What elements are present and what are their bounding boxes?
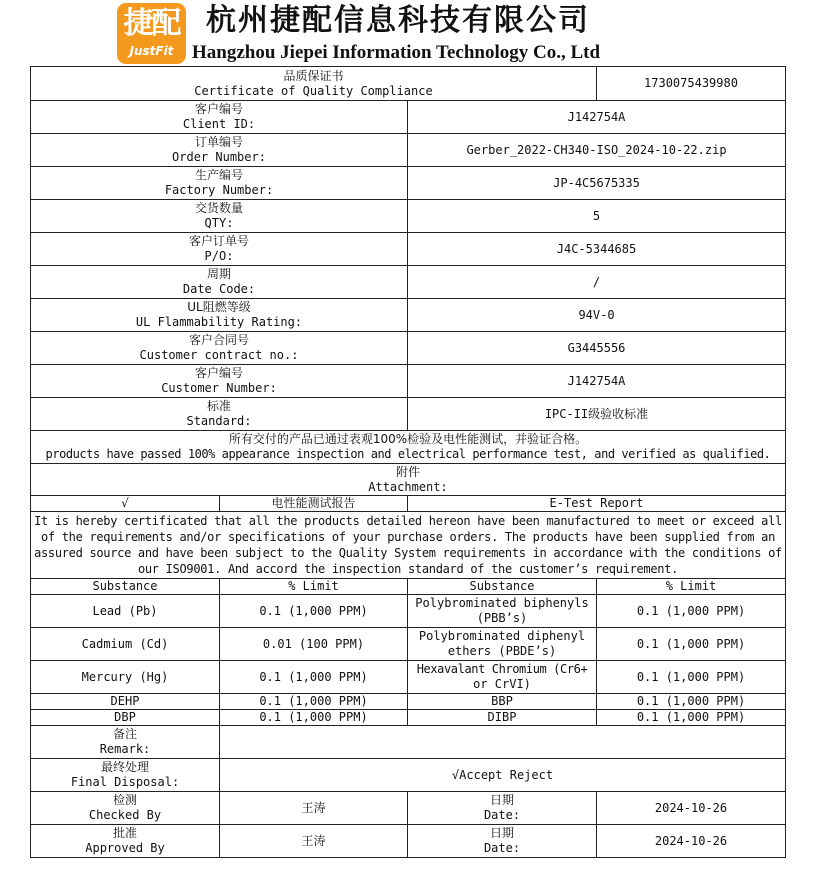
field-label [31,167,408,200]
substance-limit: 0.1 (1,000 PPM) [220,595,408,628]
attachment-report-cn: 电性能测试报告 [220,496,408,512]
substance-name: DIBP [408,710,597,726]
checked-by-name: 王涛 [220,792,408,825]
attachment-label-en: Attachment: [368,479,448,494]
remark-value [220,726,786,759]
inspection-cn: 所有交付的产品已通过表观100%检验及电性能测试，并验证合格。 [228,432,588,446]
field-value: JP-4C5675335 [408,167,786,200]
inspection-statement [31,431,786,464]
final-disposal-value: √Accept Reject [220,759,786,792]
final-disposal-label-cn: 最终处理 [100,760,149,774]
field-row-po [31,233,786,266]
field-row-standard [31,398,786,431]
final-disposal-label [31,759,220,792]
field-label [31,200,408,233]
field-label [31,134,408,167]
substance-row [31,710,786,726]
field-label [31,266,408,299]
field-label-en: Customer Number: [161,381,277,395]
approved-by-label-cn: 批准 [112,826,137,840]
certificate-title-row [31,67,786,101]
certificate-title [31,67,597,101]
remark-label [31,726,220,759]
field-label-en: UL Flammability Rating: [135,315,303,329]
statement-row [31,512,786,579]
company-name-en: Hangzhou Jiepei Information Technology Co., Ltd [192,42,601,63]
approved-by-row [31,825,786,858]
field-label [31,332,408,365]
remark-row [31,726,786,759]
field-row-qty [31,200,786,233]
checked-by-label-cn: 检测 [112,793,137,807]
certificate-title-cn: 品质保证书 [283,68,344,83]
substance-row [31,595,786,628]
approved-by-name: 王涛 [220,825,408,858]
field-value: Gerber_2022-CH340-ISO_2024-10-22.zip [408,134,786,167]
attachment-row [31,496,786,512]
substance-header-row [31,579,786,595]
field-label-cn: 标准 [206,399,231,413]
approved-date-label: 日期 Date: [408,825,597,858]
document-header [0,0,826,66]
field-label-en: Factory Number: [164,183,274,197]
checked-by-label [31,792,220,825]
remark-label-en: Remark: [99,742,151,756]
field-label [31,365,408,398]
field-label-cn: 客户编号 [194,366,243,380]
checked-by-row [31,792,786,825]
field-label-cn: 客户合同号 [188,333,249,347]
field-row-customer-number [31,365,786,398]
logo-cn-text: 捷配 [123,6,180,41]
certificate-number: 1730075439980 [597,67,786,101]
substance-limit: 0.1 (1,000 PPM) [597,661,786,694]
limit-header: % Limit [597,579,786,595]
field-label-cn: 订单编号 [194,135,243,149]
field-label-cn: 客户订单号 [188,234,249,248]
field-label-en: P/O: [204,249,234,263]
substance-limit: 0.1 (1,000 PPM) [597,694,786,710]
substance-name: Lead (Pb) [31,595,220,628]
field-value: IPC-II级验收标准 [408,398,786,431]
field-row-order-number [31,134,786,167]
inspection-row [31,431,786,464]
attachment-label [31,464,786,496]
field-row-contract-no [31,332,786,365]
substance-header: Substance [31,579,220,595]
field-label-cn: 生产编号 [194,168,243,182]
field-label-en: Customer contract no.: [139,348,299,362]
attachment-check: √ [31,496,220,512]
substance-name: DBP [31,710,220,726]
substance-limit: 0.1 (1,000 PPM) [220,710,408,726]
substance-name: Polybrominated diphenyl ethers (PBDE’s) [408,628,597,661]
substance-name: BBP [408,694,597,710]
field-label [31,398,408,431]
checked-by-label-en: Checked By [88,808,162,822]
field-value: 5 [408,200,786,233]
remark-label-cn: 备注 [112,727,137,741]
substance-name: Hexavalant Chromium (Cr6+ or CrVI) [408,661,597,694]
checked-date-value: 2024-10-26 [597,792,786,825]
field-label-cn: 周期 [206,267,231,281]
attachment-header-row [31,464,786,496]
field-row-factory-number [31,167,786,200]
field-label-cn: 客户编号 [194,102,243,116]
substance-limit: 0.1 (1,000 PPM) [220,661,408,694]
field-row-client-id [31,101,786,134]
approved-date-value: 2024-10-26 [597,825,786,858]
substance-name: Mercury (Hg) [31,661,220,694]
jiepei-logo [117,3,186,64]
substance-row [31,694,786,710]
substance-name: Cadmium (Cd) [31,628,220,661]
field-label-en: QTY: [204,216,234,230]
substance-name: Polybrominated biphenyls (PBB’s) [408,595,597,628]
checked-date-label: 日期 Date: [408,792,597,825]
final-disposal-label-en: Final Disposal: [70,775,180,789]
attachment-report-en: E-Test Report [408,496,786,512]
field-value: J142754A [408,101,786,134]
approved-by-label [31,825,220,858]
substance-row [31,661,786,694]
field-value: G3445556 [408,332,786,365]
company-name-cn: 杭州捷配信息科技有限公司 [206,3,590,38]
field-row-date-code [31,266,786,299]
limit-header: % Limit [220,579,408,595]
field-label [31,299,408,332]
field-label [31,101,408,134]
field-label-en: Order Number: [172,150,266,164]
certificate-title-en: Certificate of Quality Compliance [194,83,433,98]
inspection-en: products have passed 100% appearance inspection and electrical performance test, and verified as qualified. [45,447,771,461]
substance-limit: 0.01 (100 PPM) [220,628,408,661]
logo-en-text: JustFit [129,44,174,58]
approved-by-label-en: Approved By [85,841,165,855]
field-value: J4C-5344685 [408,233,786,266]
attachment-label-cn: 附件 [395,464,420,479]
field-label-cn: UL阻燃等级 [187,300,251,314]
field-label-en: Standard: [186,414,252,428]
field-label-cn: 交货数量 [194,201,243,215]
certification-statement: It is hereby certificated that all the products detailed hereon have been manufactured to meet or exceed all of the requirements and/or specifications of your purchase orders. The products have been supplied from an assured source and have been subject to the Quality System requirements in accordance with the conditions of our ISO9001. And accord the inspection standard of the customer’s requirement. [31,512,786,579]
field-value: J142754A [408,365,786,398]
substance-name: DEHP [31,694,220,710]
field-value: / [408,266,786,299]
substance-limit: 0.1 (1,000 PPM) [597,710,786,726]
substance-limit: 0.1 (1,000 PPM) [220,694,408,710]
substance-header: Substance [408,579,597,595]
field-label [31,233,408,266]
field-row-ul-rating [31,299,786,332]
substance-limit: 0.1 (1,000 PPM) [597,595,786,628]
field-label-en: Client ID: [182,117,256,131]
final-disposal-row [31,759,786,792]
certificate-table [30,66,786,858]
substance-row [31,628,786,661]
field-value: 94V-0 [408,299,786,332]
substance-limit: 0.1 (1,000 PPM) [597,628,786,661]
field-label-en: Date Code: [182,282,256,296]
